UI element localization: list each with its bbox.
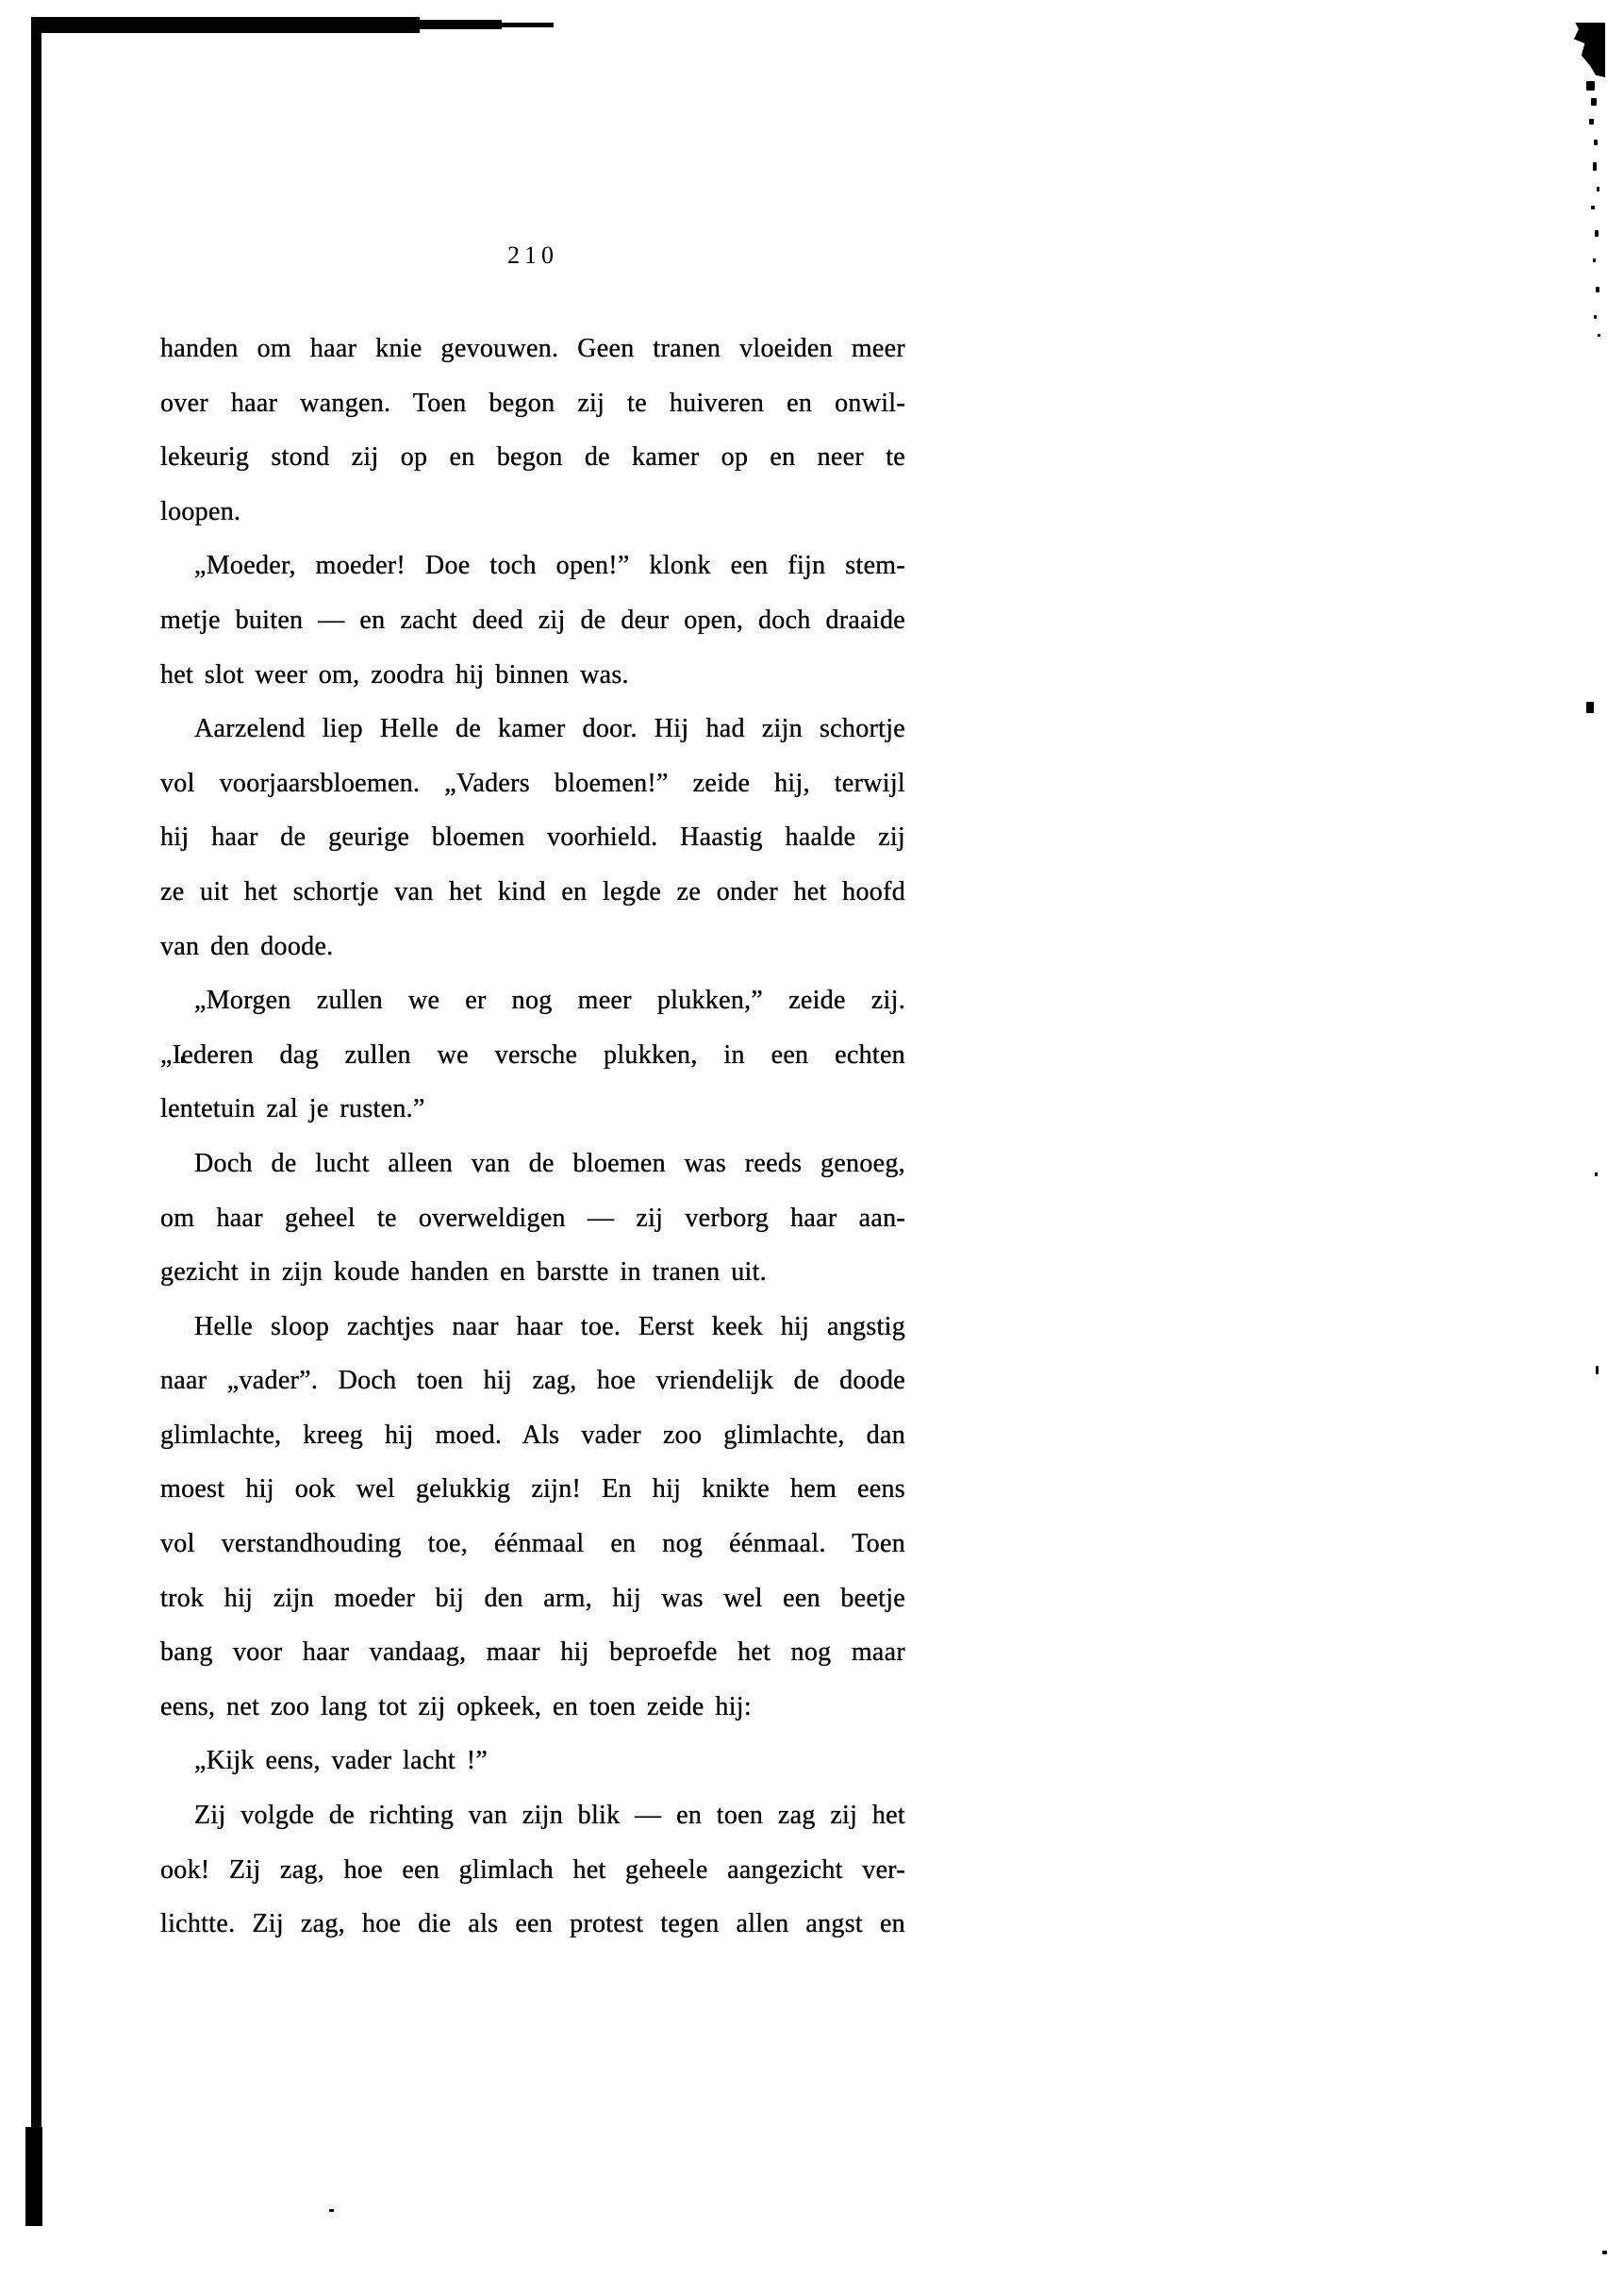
scan-speck bbox=[1595, 230, 1599, 237]
text-line: om haar geheel te overweldigen — zij verborg haar aan- bbox=[160, 1203, 905, 1233]
text-line: hij haar de geurige bloemen voorhield. Haastig haalde zij bbox=[160, 823, 905, 853]
text-line: het slot weer om, zoodra hij binnen was. bbox=[160, 659, 629, 690]
scan-speck bbox=[1593, 162, 1597, 171]
text-line: Aarzelend liep Helle de kamer door. Hij had zijn schortje bbox=[194, 714, 905, 744]
text-line: over haar wangen. Toen begon zij te huiveren en onwil- bbox=[160, 388, 905, 418]
scan-speck bbox=[1586, 81, 1595, 91]
text-line: eens, net zoo lang tot zij opkeek, en toen zeide hij: bbox=[160, 1691, 752, 1721]
scan-speck bbox=[1591, 98, 1597, 106]
scan-speck bbox=[1589, 119, 1594, 125]
scan-speck bbox=[1594, 140, 1598, 145]
page-text bbox=[160, 322, 905, 1952]
scan-speck bbox=[1595, 1172, 1598, 1176]
text-line: „Moeder, moeder! Doe toch open!” klonk een fijn stem- bbox=[194, 551, 905, 581]
scan-speck bbox=[1591, 206, 1595, 209]
text-line: glimlachte, kreeg hij moed. Als vader zoo glimlachte, dan bbox=[160, 1420, 905, 1450]
text-line: handen om haar knie gevouwen. Geen tranen vloeiden meer bbox=[160, 334, 905, 363]
text-line: lichtte. Zij zag, hoe die als een protest tegen allen angst en bbox=[160, 1909, 905, 1939]
scan-speck bbox=[1596, 1366, 1599, 1374]
text-line: „Kijk eens, vader lacht !” bbox=[194, 1746, 489, 1776]
scan-border-top-taper bbox=[415, 20, 502, 29]
scan-speck bbox=[1598, 334, 1600, 337]
text-line: van den doode. bbox=[160, 931, 334, 961]
text-line: „Morgen zullen we er nog meer plukken,” zeide zij. bbox=[194, 986, 905, 1016]
scan-border-top-tail bbox=[495, 23, 554, 27]
scan-noise-top-right bbox=[1571, 23, 1605, 77]
text-line: gezicht in zijn koude handen en barstte in tranen uit. bbox=[160, 1257, 767, 1288]
text-line: moest hij ook wel gelukkig zijn! En hij knikte hem eens bbox=[160, 1474, 905, 1504]
text-line: trok hij zijn moeder bij den arm, hij was wel een beetje bbox=[160, 1583, 905, 1613]
text-line: ook! Zij zag, hoe een glimlach het geheele aangezicht ver- bbox=[160, 1854, 905, 1885]
scan-speck bbox=[1594, 315, 1597, 319]
page-number: 210 bbox=[507, 241, 558, 269]
text-line: lekeurig stond zij op en begon de kamer op en neer te bbox=[160, 442, 905, 473]
text-line: vol verstandhouding toe, éénmaal en nog éénmaal. Toen bbox=[160, 1529, 905, 1559]
scan-border-left bbox=[31, 17, 41, 2151]
text-line: Doch de lucht alleen van de bloemen was reeds genoeg, bbox=[194, 1148, 905, 1178]
text-line: lentetuin zal je rusten.” bbox=[160, 1094, 425, 1124]
text-line: Helle sloop zachtjes naar haar toe. Eerst keek hij angstig bbox=[194, 1311, 905, 1341]
scan-border-top bbox=[31, 17, 420, 33]
scan-border-left-foot bbox=[25, 2127, 42, 2226]
text-line: ze uit het schortje van het kind en legde ze onder het hoofd bbox=[160, 876, 905, 906]
text-line: vol voorjaarsbloemen. „Vaders bloemen!” zeide hij, terwijl bbox=[160, 768, 905, 798]
text-line: metje buiten — en zacht deed zij de deur open, doch draaide bbox=[160, 605, 905, 635]
scan-speck bbox=[1596, 287, 1599, 292]
text-line: „Iederen dag zullen we versche plukken, in een echten bbox=[160, 1039, 905, 1070]
text-line: bang voor haar vandaag, maar hij beproefde het nog maar bbox=[160, 1637, 905, 1668]
scan-speck bbox=[1597, 187, 1599, 191]
text-line: Zij volgde de richting van zijn blik — en toen zag zij het bbox=[194, 1801, 905, 1831]
scan-speck bbox=[329, 2209, 334, 2212]
scan-speck bbox=[1593, 258, 1596, 262]
scan-speck bbox=[1602, 2251, 1607, 2254]
text-line: naar „vader”. Doch toen hij zag, hoe vriendelijk de doode bbox=[160, 1366, 905, 1396]
text-line: loopen. bbox=[160, 496, 241, 526]
scan-speck bbox=[1586, 702, 1594, 713]
